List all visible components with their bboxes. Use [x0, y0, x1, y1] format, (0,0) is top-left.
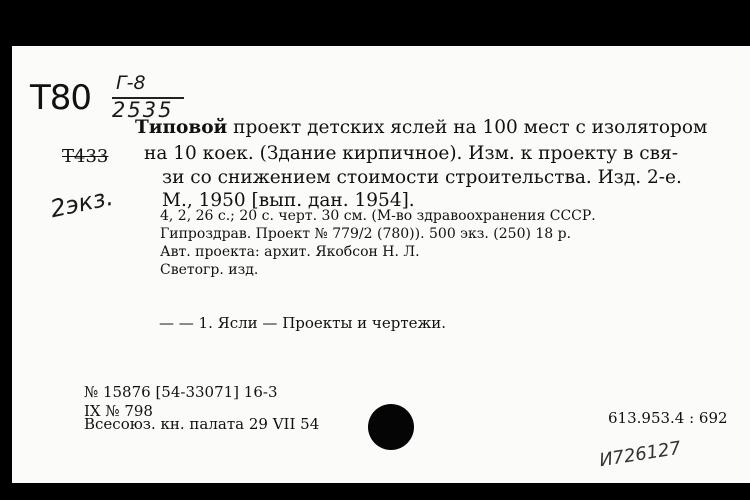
entry-line-2: на 10 коек. (Здание кирпичное). Изм. к проекту в свя-: [144, 143, 678, 164]
entry-line-3: зи со снижением стоимости строительства. Изд. 2-е.: [162, 167, 682, 188]
copies-note: 2экз.: [47, 182, 116, 224]
entry-line-7: Авт. проекта: архит. Якобсон Н. Л.: [160, 244, 420, 260]
entry-line-5: 4, 2, 26 с.; 20 с. черт. 30 см. (М-во здравоохранения СССР.: [160, 208, 596, 224]
entry-line-8: Светогр. изд.: [160, 262, 259, 278]
shelfmark-bottom: 2535: [112, 98, 174, 122]
entry-line-6: Гипроздрав. Проект № 779/2 (780)). 500 экз. (250) 18 р.: [160, 226, 572, 242]
catalog-card: [12, 46, 750, 483]
shelfmark-top: Г-8: [116, 72, 146, 94]
shelfmark-main: T80: [30, 78, 92, 118]
entry-line-1-rest: проект детских яслей на 100 мест с изолятором: [227, 117, 708, 138]
entry-line-1: [135, 117, 707, 138]
entry-title-bold: Типовой: [135, 117, 228, 138]
inventory-note: И726127: [597, 437, 683, 472]
registry-line-3: Всесоюз. кн. палата 29 VII 54: [84, 415, 320, 433]
punch-hole: [368, 404, 414, 450]
entry-line-4: М., 1950 [вып. дан. 1954].: [162, 190, 415, 211]
registry-line-1: № 15876 [54-33071] 16-3: [84, 383, 278, 401]
old-number: Т433: [62, 146, 109, 167]
registry-line-2: IX № 798: [84, 402, 153, 420]
udc-number: 613.953.4 : 692: [608, 409, 728, 427]
subject-heading: — — 1. Ясли — Проекты и чертежи.: [159, 314, 447, 332]
